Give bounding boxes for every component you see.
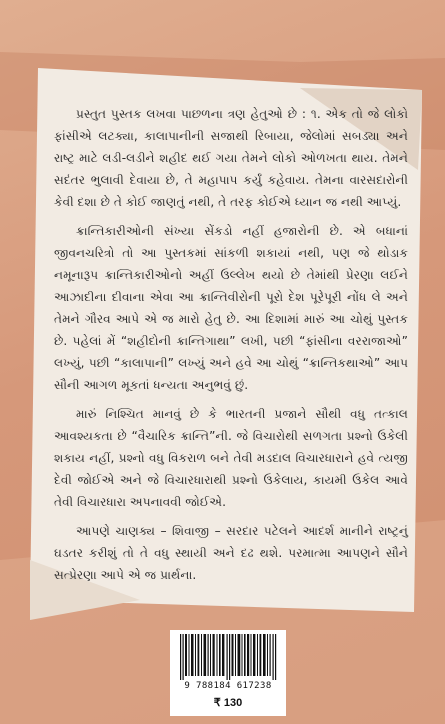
paragraph: મારું નિશ્ચિત માનવું છે કે ભારતની પ્રજાને સૌથી વધુ તત્કાલ આવશ્યકતા છે “વૈચારિક ક્રાન્તિ”ની. જે વિચારોથી સળગતા પ્રશ્નો ઉકેલી શકાય નહીં, પ્રશ્નો વધુ વિકરાળ બને તેવી મડદાલ વિચારધારાને હવે ત્યજી દેવી જોઈએ અને જે વિચારધારાથી પ્રશ્નો ઉકેલાય, કાયમી ઉકેલ આવે તેવી વિચારધારા અપનાવવી જોઈએ. bbox=[54, 407, 408, 509]
blurb-text bbox=[54, 103, 408, 593]
isbn-number: 9 788184 617238 bbox=[184, 681, 272, 691]
paragraph: આપણે ચાણક્ય – શિવાજી – સરદાર પટેલને આદર્શ માનીને રાષ્ટ્રનું ઘડતર કરીશું તો તે વધુ સ્થાયી અને દઢ થશે. પરમાત્મા આપણને સૌને સત્પ્રેરણા આપે એ જ પ્રાર્થના. bbox=[54, 524, 408, 582]
isbn-barcode-label bbox=[170, 630, 286, 716]
barcode-icon bbox=[178, 634, 278, 680]
paragraph: પ્રસ્તુત પુસ્તક લખવા પાછળના ત્રણ હેતુઓ છે : ૧. એક તો જે લોકો ફાંસીએ લટક્યા, કાલાપાનીની સજાથી રિબાયા, જેલોમાં સબડ્યા અને રાષ્ટ્ર માટે લડી-લડીને શહીદ થઈ ગયા તેમને લોકો ઓળખતા થાય. તેમને સદંતર ભુલાવી દેવાયા છે, તે મહાપાપ કર્યું કહેવાય. તેમના વારસદારોની કેવી દશા છે તે કોઈ જાણતું નથી, તે તરફ કોઈએ ધ્યાન જ નથી આપ્યું. bbox=[54, 107, 408, 209]
price-label: ₹ 130 bbox=[213, 697, 243, 709]
paragraph: ક્રાન્તિકારીઓની સંખ્યા સેંકડો નહીં હજારોની છે. એ બધાનાં જીવનચરિત્રો તો આ પુસ્તકમાં સાંકળી શકાયાં નથી, પણ જે થોડાક નમૂનારૂપ ક્રાન્તિકારીઓનો અહીં ઉલ્લેખ થયો છે તેમાંથી પ્રેરણા લઈને આઝાદીના દીવાના એવા આ ક્રાન્તિવીરોની પૂરો દેશ પૂરેપૂરી નોંધ લે અને તેમને ગૌરવ આપે એ જ મારો હેતુ છે. આ દિશામાં મારું આ ચોથું પુસ્તક છે. પહેલાં મેં “શહીદોની ક્રાન્તિગાથા” લખી, પછી “ફાંસીના વરરાજાઓ” લખ્યું, પછી “કાલાપાની” લખ્યું અને હવે આ ચોથું “ક્રાન્તિકથાઓ” આપ સૌની આગળ મૂકતાં ધન્યતા અનુભવું છું. bbox=[54, 224, 408, 392]
